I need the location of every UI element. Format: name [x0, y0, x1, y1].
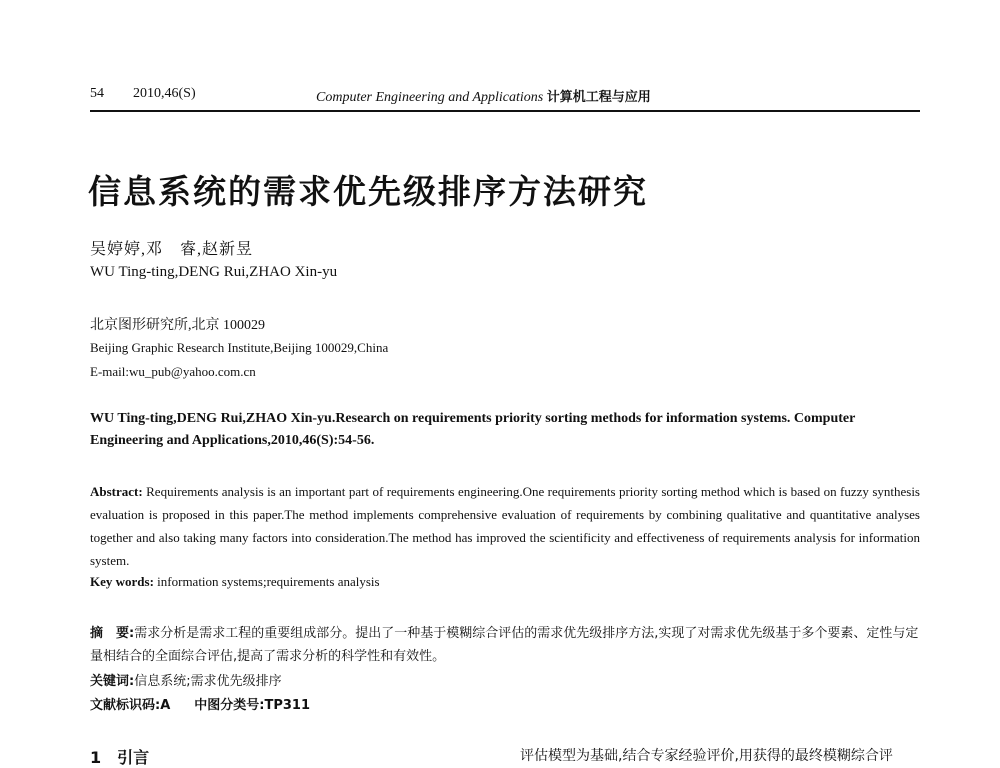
keywords-cn-label: 关键词:	[90, 674, 135, 689]
classification-line	[90, 694, 310, 713]
section-heading: 1 引言	[90, 748, 150, 767]
abstract-cn-text: 需求分析是需求工程的重要组成部分。提出了一种基于模糊综合评估的需求优先级排序方法,实现了对需求优先级基于多个要素、定性与定量相结合的全面综合评估,提高了需求分析的科学性和有效性。	[90, 626, 919, 664]
running-header	[90, 86, 920, 110]
keywords-cn-text: 信息系统;需求优先级排序	[134, 674, 282, 689]
classification-number: 中图分类号:TP311	[194, 698, 310, 713]
right-column-fragment: 评估模型为基础,结合专家经验评价,用获得的最终模糊综合评	[520, 748, 893, 764]
email: E-mail:wu_pub@yahoo.com.cn	[90, 364, 256, 379]
keywords-label: Key words:	[90, 574, 154, 589]
abstract-en	[90, 480, 920, 572]
paper-title: 信息系统的需求优先级排序方法研究	[88, 172, 648, 211]
journal-name-en: Computer Engineering and Applications	[316, 90, 544, 105]
affiliation-en: Beijing Graphic Research Institute,Beijing 100029,China	[90, 340, 389, 355]
document-code: 文献标识码:A	[90, 698, 171, 713]
authors-en: WU Ting-ting,DENG Rui,ZHAO Xin-yu	[90, 264, 338, 280]
volume-issue: 2010,46(S)	[133, 86, 196, 101]
keywords-cn	[90, 670, 282, 689]
abstract-cn	[90, 622, 920, 668]
journal-name-cn: 计算机工程与应用	[546, 90, 651, 105]
abstract-cn-label: 摘 要:	[90, 626, 135, 641]
journal-name	[316, 86, 651, 106]
abstract-label: Abstract:	[90, 484, 143, 499]
keywords-en	[90, 574, 380, 590]
page-number: 54	[90, 86, 104, 101]
authors-cn: 吴婷婷,邓 睿,赵新昱	[90, 241, 254, 258]
abstract-text: Requirements analysis is an important part of requirements engineering.One requirements priority sorting method which is based on fuzzy synthesis evaluation is proposed in this paper.The method implements comprehensive evaluation of requirements by combining qualitative and quantitative analyses together and also taking many factors into consideration.The method has improved the scientificity and effectiveness of requirements analysis for information system.	[90, 484, 920, 568]
keywords-text: information systems;requirements analysis	[157, 574, 380, 589]
header-rule	[90, 110, 920, 112]
citation: WU Ting-ting,DENG Rui,ZHAO Xin-yu.Research on requirements priority sorting methods for information systems. Computer Engineering and Applications,2010,46(S):54-56.	[90, 411, 856, 448]
affiliation-cn: 北京图形研究所,北京 100029	[90, 318, 265, 333]
